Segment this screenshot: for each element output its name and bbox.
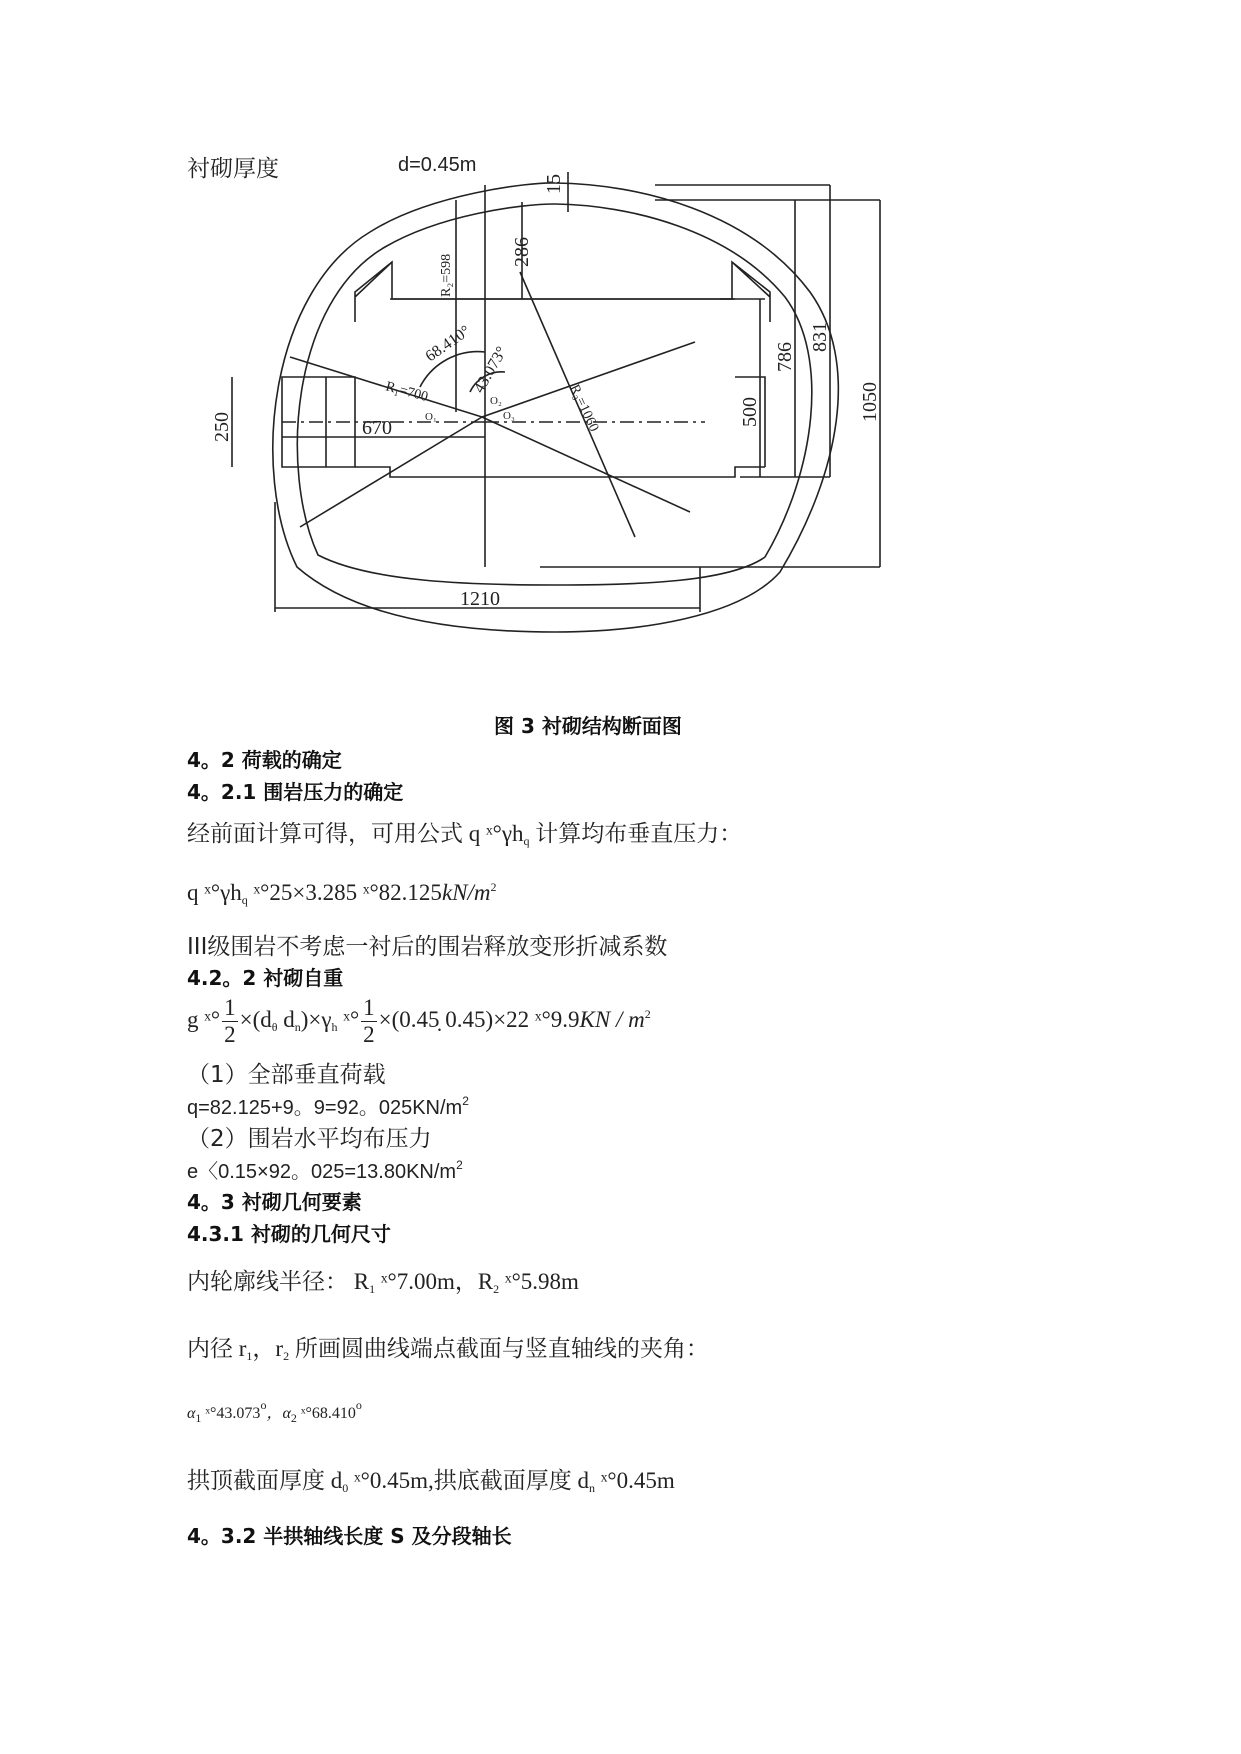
dim-670: 670 [362,417,392,439]
section-4-3-2-title: 4。3.2 半拱轴线长度 S 及分段轴长 [187,1524,512,1548]
section-4-2-title: 4。2 荷载的确定 [187,748,342,772]
thickness-line: 拱顶截面厚度 $d_0$ ˣ°0.45m,拱底截面厚度 $d_n$ ˣ°0.45m [187,1468,675,1495]
dim-15: 15 [543,174,565,194]
point-o3: O₃ [503,410,515,422]
dim-831: 831 [809,322,831,352]
inner-contour [297,204,811,585]
equation-q: q $ˣ^\circ\gamma h_q$ ˣ°25×3.285 $ˣ^\circ 82.125kN/m^2$ [187,880,497,907]
dim-1210: 1210 [460,588,500,610]
figure-caption: 图 3 衬砌结构断面图 [494,714,682,738]
point-o2: O₂ [490,395,502,407]
item-1: （1）全部垂直荷载 [187,1062,386,1088]
angle-68: 68.410° [422,322,474,366]
dim-250: 250 [211,412,233,442]
equation-g: g ˣ° $\frac{1}{2}$ $\times(d_\theta$ $d_n)\times\gamma_h$ ˣ° $\frac{1}{2}$ ×(0.45̣ 0.45)×22 ˣ°9.9KN / $m^2$ [187,995,651,1047]
dim-786: 786 [774,342,796,372]
lining-thickness-label: 衬砌厚度 [187,156,279,182]
dim-r2: R₂=598 [439,253,454,297]
item-2: （2）围岩水平均布压力 [187,1126,432,1152]
angle-43: 43.073° [470,343,511,396]
lining-thickness-value: d=0.45m [398,154,477,176]
section-4-2-1-title: 4。2.1 围岩压力的确定 [187,780,404,804]
formula-intro: 经前面计算可得，可用公式 q $ˣ^\circ\gamma h_q$ 计算均布垂直压力： [187,821,743,848]
section-4-3-1-title: 4.3.1 衬砌的几何尺寸 [187,1222,391,1246]
dim-500: 500 [739,397,761,427]
dim-286: 286 [511,237,533,267]
radius-line: 内轮廓线半径： $R_1$ ˣ°7.00m，$R_2$ ˣ°5.98m [187,1269,579,1296]
lining-section-figure [211,172,1000,692]
section-4-3-title: 4。3 衬砌几何要素 [187,1190,362,1214]
q-total-line: q=82.125+9。9=92。$025KN/m^2$ [187,1094,469,1119]
angle-description: 内径 $r_1$，$r_2$ 所画圆曲线端点截面与竖直轴线的夹角： [187,1336,709,1363]
dim-r3: R₃=1060 [566,382,602,435]
dim-1050: 1050 [859,382,881,422]
section-4-2-2-title: 4.2。2 衬砌自重 [187,966,344,990]
point-o1: O₁ [425,411,437,423]
e-line: e〈0.15×92。$025=13.80KN/m^2$ [187,1158,463,1183]
clearance-outline [355,262,770,322]
reduction-note: III级围岩不考虑一衬后的围岩释放变形折减系数 [187,934,668,960]
dim-r1: R₁=700 [383,379,430,406]
alpha-values: $\alpha_1$ ˣ°43.073$^o$，$\alpha_2$ ˣ°68.410$^o$ [187,1398,362,1425]
